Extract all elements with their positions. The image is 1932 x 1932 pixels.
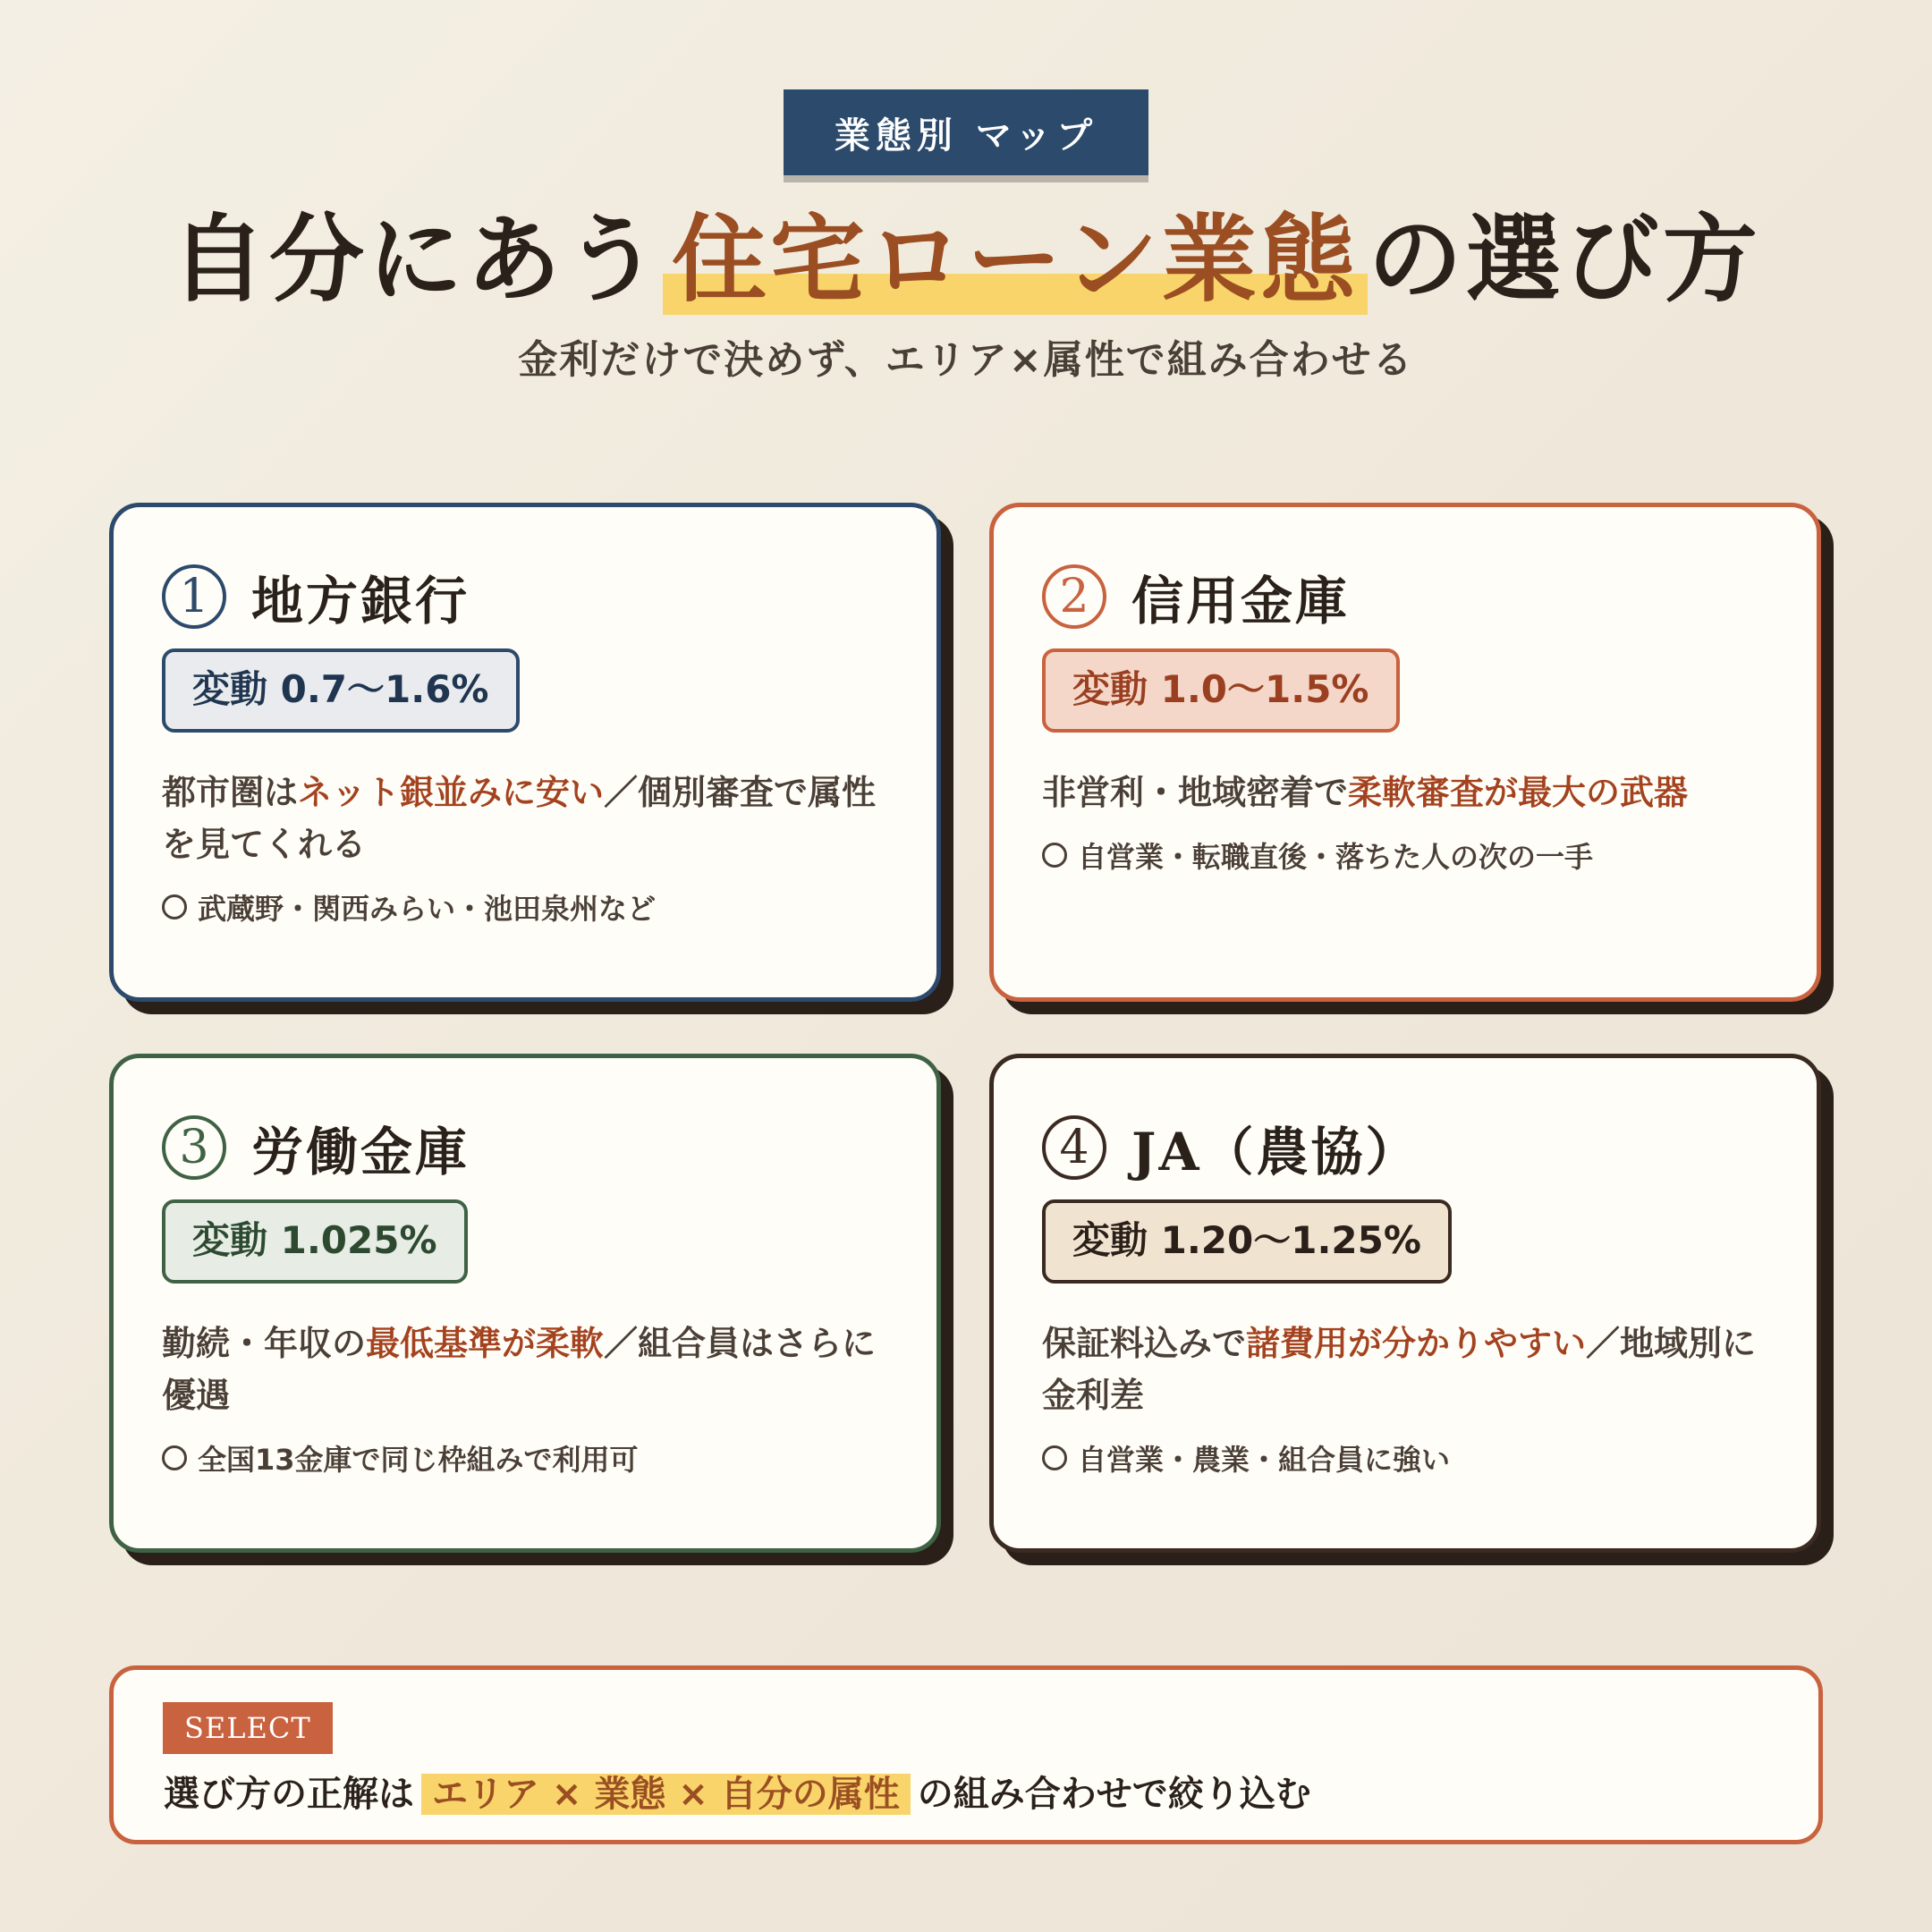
- card-description: [162, 1318, 886, 1421]
- card-note: [162, 1437, 886, 1479]
- desc-text-post: ／個別審査で属性を見てくれる: [162, 773, 877, 864]
- select-text-post: の組み合わせで絞り込む: [917, 1774, 1311, 1815]
- desc-text: 保証料込みで: [1042, 1324, 1247, 1363]
- card-title: 地方銀行: [251, 571, 470, 631]
- rate-badge: 変動 1.0〜1.5%: [1042, 648, 1400, 733]
- card-ja: [989, 1054, 1821, 1553]
- card-number: 2: [1042, 564, 1106, 629]
- card-labor-bank: [109, 1054, 941, 1553]
- note-text: 自営業・転職直後・落ちた人の次の一手: [1078, 840, 1594, 874]
- title-post: の選び方: [1367, 203, 1761, 315]
- circle-bullet-icon: [162, 894, 187, 919]
- desc-emphasis: 最低基準が柔軟: [366, 1324, 605, 1363]
- title-highlight: 住宅ローン業態: [663, 203, 1368, 315]
- card-note: [162, 886, 886, 928]
- card-description: [1042, 767, 1767, 818]
- desc-emphasis: ネット銀並みに安い: [298, 773, 605, 812]
- card-number: 4: [1042, 1115, 1106, 1180]
- select-highlight: エリア × 業態 × 自分の属性: [421, 1774, 911, 1815]
- card-title: JA（農協）: [1131, 1122, 1420, 1182]
- select-text-pre: 選び方の正解は: [164, 1774, 414, 1815]
- circle-bullet-icon: [1042, 843, 1067, 868]
- desc-emphasis: 諸費用が分かりやすい: [1246, 1324, 1587, 1363]
- card-note: [1042, 1437, 1767, 1479]
- note-text: 全国13金庫で同じ枠組みで利用可: [198, 1443, 639, 1477]
- select-text: [164, 1767, 1311, 1822]
- card-description: [1042, 1318, 1767, 1421]
- card-description: [162, 767, 886, 870]
- page-subtitle: 金利だけで決めず、エリア×属性で組み合わせる: [518, 337, 1414, 383]
- card-header: [1042, 1110, 1767, 1185]
- card-number: 3: [162, 1115, 226, 1180]
- desc-text: 都市圏は: [162, 773, 299, 812]
- card-title: 信用金庫: [1131, 571, 1351, 631]
- page-title: [0, 192, 1932, 326]
- rate-badge: 変動 1.025%: [162, 1199, 468, 1284]
- desc-text: 勤続・年収の: [162, 1324, 367, 1363]
- card-header: [162, 559, 886, 634]
- desc-text-post: ／組合員はさらに優遇: [162, 1324, 877, 1415]
- desc-text-post: ／地域別に金利差: [1042, 1324, 1757, 1415]
- select-summary-box: [109, 1665, 1823, 1844]
- card-shinkin-bank: [989, 503, 1821, 1002]
- card-regional-bank: [109, 503, 941, 1002]
- card-number: 1: [162, 564, 226, 629]
- card-header: [162, 1110, 886, 1185]
- desc-text: 非営利・地域密着で: [1042, 773, 1349, 812]
- rate-badge: 変動 1.20〜1.25%: [1042, 1199, 1452, 1284]
- card-note: [1042, 835, 1767, 876]
- rate-badge: 変動 0.7〜1.6%: [162, 648, 520, 733]
- desc-emphasis: 柔軟審査が最大の武器: [1348, 773, 1689, 812]
- select-tag: SELECT: [163, 1702, 333, 1754]
- section-badge: 業態別 マップ: [784, 89, 1148, 175]
- circle-bullet-icon: [1042, 1445, 1067, 1470]
- note-text: 武蔵野・関西みらい・池田泉州など: [198, 892, 657, 926]
- title-pre: 自分にあう: [171, 203, 664, 315]
- note-text: 自営業・農業・組合員に強い: [1078, 1443, 1451, 1477]
- card-header: [1042, 559, 1767, 634]
- circle-bullet-icon: [162, 1445, 187, 1470]
- card-title: 労働金庫: [251, 1122, 470, 1182]
